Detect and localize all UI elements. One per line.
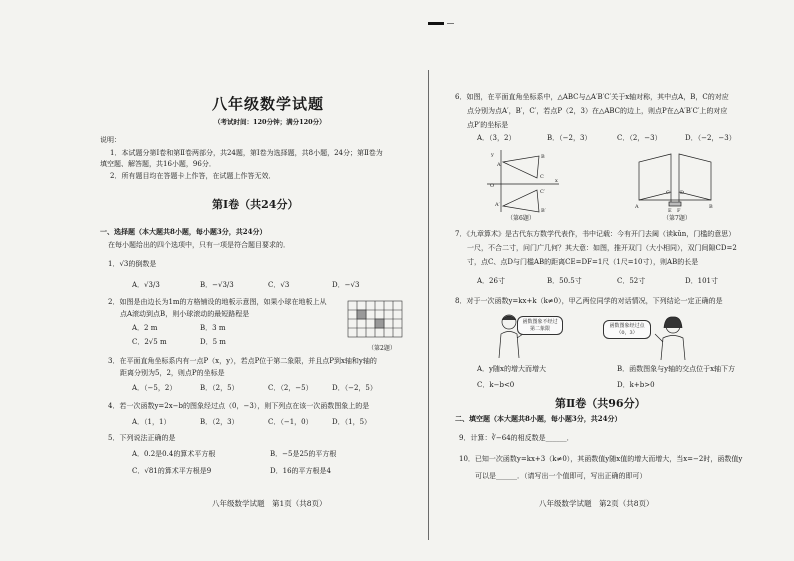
svg-text:x: x [555,178,558,184]
q7-option-c: C．52寸 [617,277,646,285]
question-6-line1: 6．如图，在平面直角坐标系中，△ABC与△A′B′C′关于x轴对称，其中点A，B，C的对应 [455,93,729,101]
svg-text:B: B [709,204,713,210]
q1-option-b: B．−√3/3 [200,281,234,289]
q2-option-a: A．2 m [132,324,158,332]
svg-text:A′: A′ [495,202,500,208]
question-10-line2: 可以是______．（请写出一个值即可，写出正确的即可） [475,472,647,480]
q1-option-c: C．√3 [268,281,290,289]
q6-option-b: B．（−2，3） [547,134,592,142]
question-7-line1: 7．《九章算术》是古代东方数学代表作，书中记载：今有开门去阃（读kǔn，门槛的意思） [455,230,736,238]
question-1: 1．√3的倒数是 [108,260,157,268]
q4-option-a: A．（1，1） [132,418,171,426]
q1-option-d: D．−√3 [332,281,360,289]
q6-option-d: D．（−2，−3） [685,134,736,142]
question-9: 9．计算：∛−64的相反数是______． [459,434,574,442]
question-6-line3: 点P′的坐标是 [467,121,509,129]
page-divider [428,70,429,540]
q4-option-d: D．（1，5） [332,418,372,426]
section-1-title: 第Ⅰ卷（共24分） [212,198,299,211]
question-7-line3: 寸，点C、点D与门槛AB的距离CE=DF=1尺（1尺=10寸），则AB的长是 [467,258,699,266]
svg-text:D: D [680,190,685,196]
svg-text:A: A [635,204,639,210]
q3-option-a: A．（−5，2） [132,384,177,392]
question-3-line1: 3．在平面直角坐标系内有一点P（x，y），若点P位于第二象限，并且点P到x轴和y轴的 [108,357,377,365]
student-b-figure [653,314,689,362]
question-5: 5．下列说法正确的是 [108,434,176,442]
q3-option-c: C．（2，−5） [268,384,313,392]
fill-heading: 二、填空题（本大题共8小题，每小题3分，共24分） [455,414,622,423]
q5-option-b: B．−5是25的平方根 [270,450,337,458]
section-2-title: 第Ⅱ卷（共96分） [555,397,646,410]
question-8: 8．对于一次函数y=kx+k（k≠0），甲乙两位同学的对话情况，下列结论一定正确的是 [455,297,723,305]
svg-text:B: B [541,154,545,160]
speech-bubble-1: 函数图象不经过第二象限 [517,316,563,335]
q8-option-c: C．k−b<0 [477,381,515,389]
question-4: 4．若一次函数y=2x−b的图象经过点（0，−3），则下列点在该一次函数图象上的是 [108,402,370,410]
speech-bubble-2: 函数图象经过点（0，3） [603,320,651,339]
note-2: 2．所有题目均在答题卡上作答，在试题上作答无效． [110,172,276,180]
fig7-caption: （第7题） [663,215,691,222]
svg-text:E: E [668,208,672,214]
fig6-caption: （第6题） [507,215,535,222]
note-1b: 填空题、解答题，共16小题，96分． [100,160,216,168]
question-6-line2: 点分别为点A′，B′，C′，若点P（2，3）在△ABC的边上，则点P在△A′B′C′上的对应 [467,107,728,115]
question-7-line2: 一尺，不合二寸，问门广几何？其大意：如图，推开双门（大小相同），双门间隙CD=2 [467,244,737,252]
q8-option-a: A．y随x的增大而增大 [477,365,546,373]
door-figure-q7 [635,150,715,214]
exam-title: 八年级数学试题 [212,95,325,113]
svg-text:B′: B′ [541,208,546,214]
footer-left: 八年级数学试题 第1页（共8页） [212,499,327,508]
notes-head: 说明： [100,136,121,144]
q2-option-d: D．5 m [200,338,226,346]
q5-option-c: C．√81的算术平方根是9 [132,467,212,475]
q3-option-b: B．（2，5） [200,384,239,392]
q7-option-a: A．26寸 [477,277,505,285]
question-2-line2: 点A滚动到点B，则小球滚动的最短路程是 [120,310,250,318]
question-3-line2: 距离分别为5，2，则点P的坐标是 [120,369,225,377]
q7-option-d: D．101寸 [685,277,718,285]
svg-text:C: C [540,174,544,180]
header-mark-tail [447,23,454,24]
q2-option-b: B．3 m [200,324,226,332]
q5-option-d: D．16的平方根是4 [270,467,331,475]
grid-figure-q2 [347,300,403,344]
q8-option-d: D．k+b>0 [617,381,655,389]
exam-subtitle: （考试时间：120分钟；满分120分） [214,118,326,126]
svg-text:F: F [677,208,681,214]
svg-text:C′: C′ [540,189,545,195]
choice-subheading: 在每小题给出的四个选项中，只有一项是符合题目要求的． [108,241,290,249]
q5-option-a: A．0.2是0.4的算术平方根 [132,450,216,458]
footer-right: 八年级数学试题 第2页（共8页） [539,499,654,508]
header-mark [428,22,444,25]
choice-heading: 一、选择题（本大题共8小题，每小题3分，共24分） [100,227,267,236]
q6-option-c: C．（2，−3） [617,134,662,142]
q4-option-b: B．（2，3） [200,418,239,426]
svg-text:C: C [666,190,670,196]
q7-option-b: B．50.5寸 [547,277,582,285]
q3-option-d: D．（−2，5） [332,384,377,392]
note-1a: 1．本试题分第Ⅰ卷和第Ⅱ卷两部分，共24题，第Ⅰ卷为选择题，共8小题，24分；第Ⅱ卷为 [110,149,383,157]
svg-text:y: y [491,152,494,158]
svg-text:O: O [490,183,495,189]
q1-option-a: A．√3/3 [132,281,160,289]
question-10-line1: 10．已知一次函数y=kx+3（k≠0），其函数值y随x值的增大而增大，当x=−2时，函数值y [459,455,743,463]
q8-option-b: B．函数图象与y轴的交点位于x轴下方 [617,365,736,373]
svg-text:A: A [497,162,501,168]
q4-option-c: C．（−1，0） [268,418,313,426]
fig2-caption: （第2题） [368,345,396,352]
question-2-line1: 2．如图是由边长为1m的方格铺设的地板示意图，如果小球在地板上从 [108,298,327,306]
q6-option-a: A．（3，2） [477,134,516,142]
coordinate-figure-q6 [485,148,561,214]
q2-option-c: C．2√5 m [132,338,167,346]
